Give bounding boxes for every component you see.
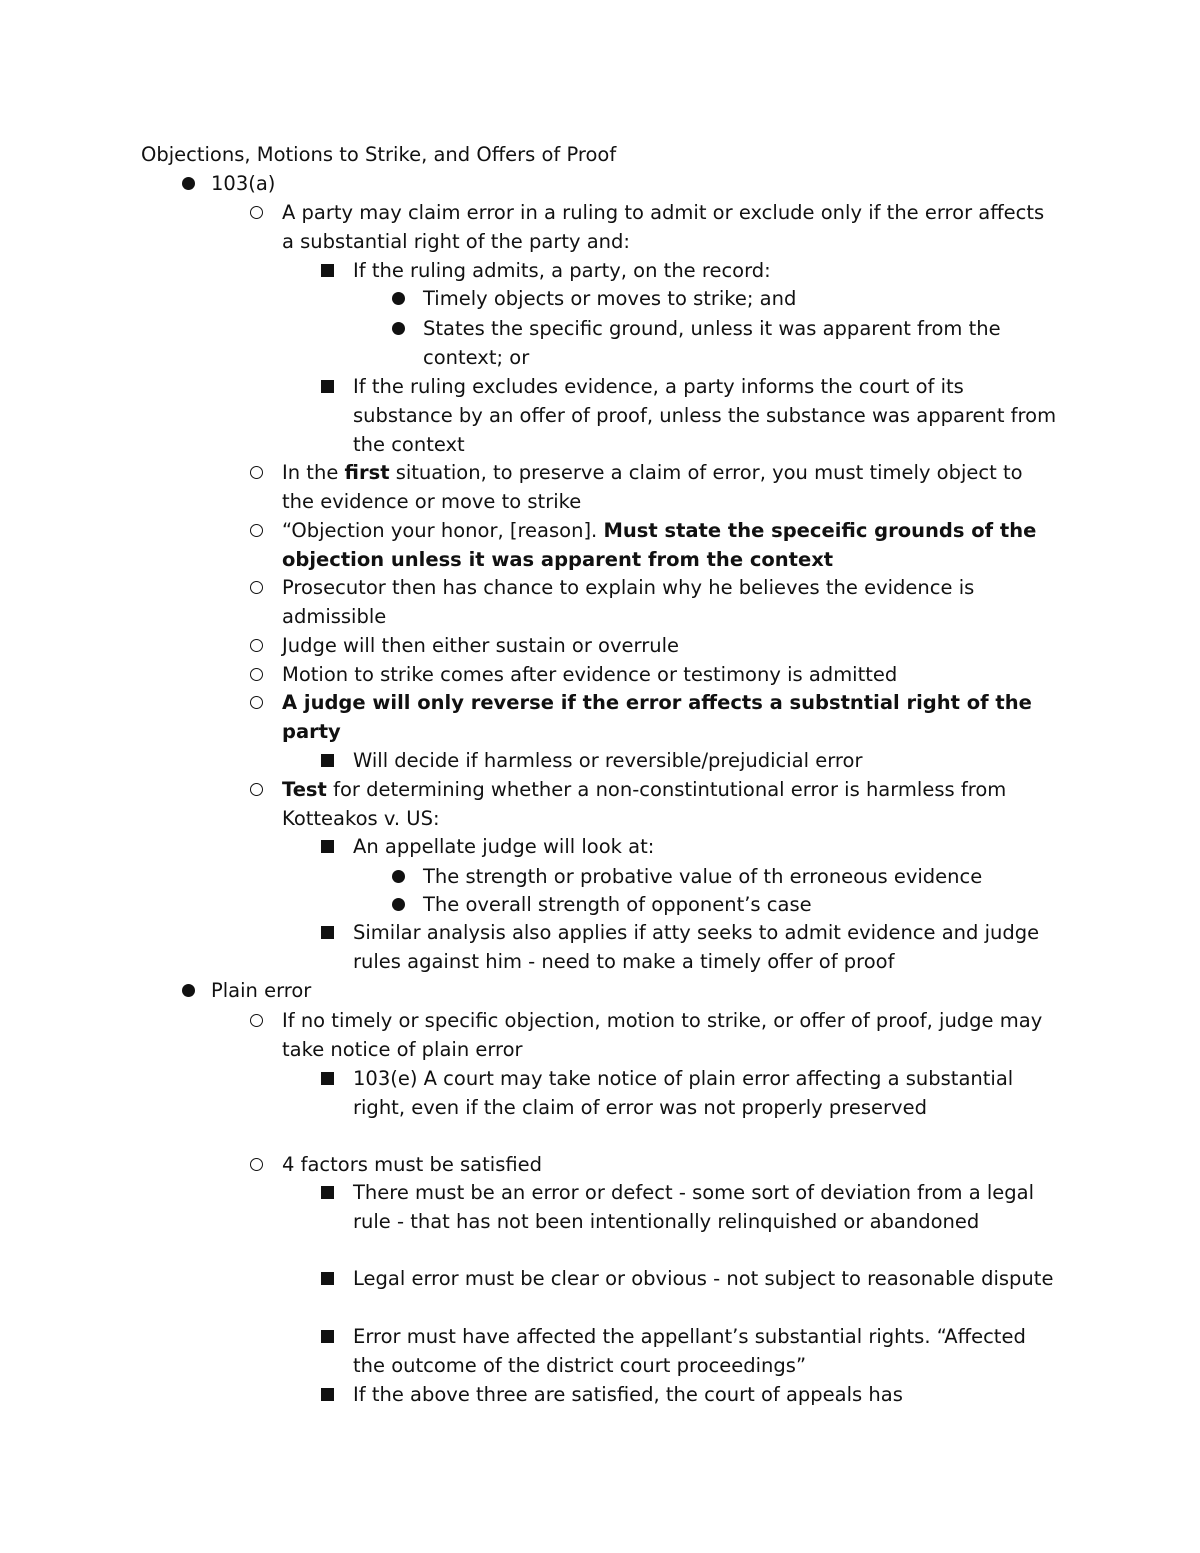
hollow-circle-bullet-icon (244, 516, 268, 545)
filled-circle-bullet-icon (176, 169, 200, 198)
list-item: If the ruling admits, a party, on the record: (353, 256, 1058, 285)
list-item: If the ruling excludes evidence, a party informs the court of its substance by an offer of proof, unless the substance was apparent from the context (353, 372, 1058, 459)
square-bullet-icon (315, 256, 339, 285)
square-bullet-icon (315, 1264, 339, 1293)
square-bullet-icon (315, 1178, 339, 1207)
list-item: 4 factors must be satisfied (282, 1150, 1057, 1179)
filled-circle-bullet-icon (386, 890, 410, 919)
hollow-circle-bullet-icon (244, 660, 268, 689)
list-item: Timely objects or moves to strike; and (423, 284, 1063, 313)
square-bullet-icon (315, 746, 339, 775)
list-item: Test for determining whether a non-constintutional error is harmless from Kotteakos v. US: (282, 775, 1057, 833)
list-item: 103(a) (211, 169, 1071, 198)
list-item: 103(e) A court may take notice of plain error affecting a substantial right, even if the claim of error was not properly preserved (353, 1064, 1058, 1122)
hollow-circle-bullet-icon (244, 688, 268, 717)
hollow-circle-bullet-icon (244, 1150, 268, 1179)
filled-circle-bullet-icon (386, 314, 410, 343)
square-bullet-icon (315, 1322, 339, 1351)
hollow-circle-bullet-icon (244, 573, 268, 602)
square-bullet-icon (315, 1064, 339, 1093)
hollow-circle-bullet-icon (244, 198, 268, 227)
hollow-circle-bullet-icon (244, 631, 268, 660)
list-item: Judge will then either sustain or overrule (282, 631, 1057, 660)
list-item: A judge will only reverse if the error affects a substntial right of the party (282, 688, 1057, 746)
filled-circle-bullet-icon (386, 284, 410, 313)
list-item: Will decide if harmless or reversible/prejudicial error (353, 746, 1058, 775)
list-item: Prosecutor then has chance to explain why he believes the evidence is admissible (282, 573, 1057, 631)
list-item: Similar analysis also applies if atty seeks to admit evidence and judge rules against him - need to make a timely offer of proof (353, 918, 1058, 976)
list-item: An appellate judge will look at: (353, 832, 1058, 861)
list-item: The overall strength of opponent’s case (423, 890, 1063, 919)
page-title: Objections, Motions to Strike, and Offers of Proof (141, 143, 617, 166)
square-bullet-icon (315, 1380, 339, 1409)
list-item: “Objection your honor, [reason]. Must state the speceific grounds of the objection unless it was apparent from the context (282, 516, 1057, 574)
filled-circle-bullet-icon (386, 862, 410, 891)
list-item: Motion to strike comes after evidence or testimony is admitted (282, 660, 1057, 689)
filled-circle-bullet-icon (176, 976, 200, 1005)
list-item: Plain error (211, 976, 1071, 1005)
list-item: If the above three are satisfied, the court of appeals has (353, 1380, 1058, 1409)
list-item: There must be an error or defect - some sort of deviation from a legal rule - that has not been intentionally relinquished or abandoned (353, 1178, 1058, 1236)
list-item: If no timely or specific objection, motion to strike, or offer of proof, judge may take notice of plain error (282, 1006, 1057, 1064)
square-bullet-icon (315, 372, 339, 401)
list-item: Legal error must be clear or obvious - not subject to reasonable dispute (353, 1264, 1058, 1293)
square-bullet-icon (315, 832, 339, 861)
list-item: States the specific ground, unless it was apparent from the context; or (423, 314, 1063, 372)
hollow-circle-bullet-icon (244, 458, 268, 487)
square-bullet-icon (315, 918, 339, 947)
list-item: In the first situation, to preserve a claim of error, you must timely object to the evidence or move to strike (282, 458, 1057, 516)
list-item: A party may claim error in a ruling to admit or exclude only if the error affects a substantial right of the party and: (282, 198, 1057, 256)
list-item: The strength or probative value of th erroneous evidence (423, 862, 1063, 891)
hollow-circle-bullet-icon (244, 775, 268, 804)
list-item: Error must have affected the appellant’s substantial rights. “Affected the outcome of the district court proceedings” (353, 1322, 1058, 1380)
hollow-circle-bullet-icon (244, 1006, 268, 1035)
